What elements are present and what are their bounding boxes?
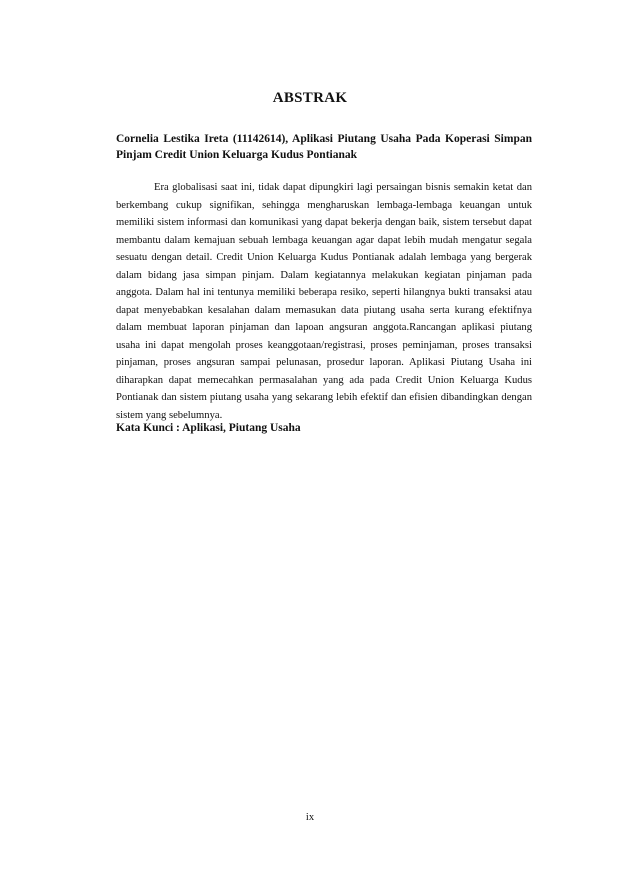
page-number: ix (305, 812, 315, 823)
keywords-line: Kata Kunci : Aplikasi, Piutang Usaha (116, 422, 301, 434)
page-title: ABSTRAK (272, 90, 348, 106)
abstract-paragraph: Era globalisasi saat ini, tidak dapat dipungkiri lagi persaingan bisnis semakin ketat dan berkembang cukup signifikan, sehingga mengharuskan lembaga-lembaga keuangan untuk memiliki sistem informasi dan komunikasi yang dapat bekerja dengan baik, sistem tersebut dapat membantu dalam kemajuan sebuah lembaga keuangan agar dapat lebih mudah mengatur segala sesuatu dengan detail. Credit Union Keluarga Kudus Pontianak adalah lembaga yang bergerak dalam bidang jasa simpan pinjam. Dalam kegiatannya melakukan kegiatan pinjaman pada anggota. Dalam hal ini tentunya memiliki beberapa resiko, seperti hilangnya bukti transaksi atau dapat menyebabkan kesalahan dalam memasukan data piutang usaha serta kurang efektifnya dalam membuat laporan pinjaman dan lapoan angsuran anggota.Rancangan aplikasi piutang usaha ini dapat mengolah proses keanggotaan/registrasi, proses peminjaman, proses transaksi pinjaman, proses angsuran sampai pelunasan, prosedur laporan. Aplikasi Piutang Usaha ini diharapkan dapat memecahkan permasalahan yang ada pada Credit Union Keluarga Kudus Pontianak dan sistem piutang usaha yang sekarang lebih efektif dan efisien dibandingkan dengan sistem yang sebelumnya. (116, 182, 532, 421)
author-and-title-line: Cornelia Lestika Ireta (11142614), Aplikasi Piutang Usaha Pada Koperasi Simpan Pinjam Credit Union Keluarga Kudus Pontianak (116, 133, 532, 161)
